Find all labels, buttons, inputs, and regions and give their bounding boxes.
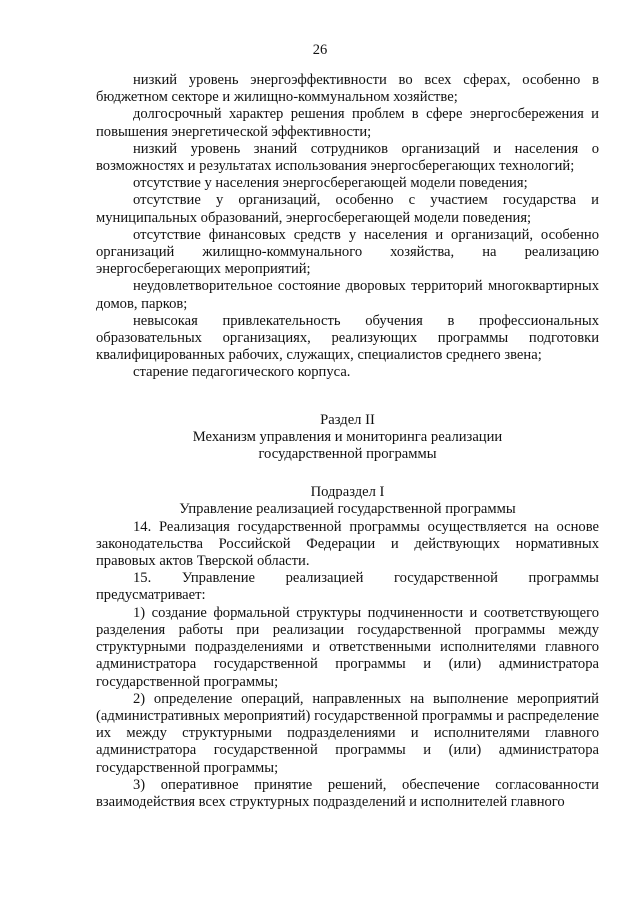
section-heading [96,412,599,464]
page-body [96,72,599,811]
problem-item: неудовлетворительное состояние дворовых территорий многоквартирных домов, парков; [96,278,599,312]
problem-item: отсутствие у организаций, особенно с участием государства и муниципальных образований, энергосберегающей модели поведения; [96,192,599,226]
problem-item: низкий уровень знаний сотрудников организаций и населения о возможностях и результатах использования энергосберегающих технологий; [96,140,599,175]
subsection-title: Управление реализацией государственной программы [179,501,516,518]
problem-item: отсутствие финансовых средств у населения и организаций, особенно организаций жилищно-коммунального хозяйства, на реализацию энергосберегающих мероприятий; [96,226,599,278]
paragraph: 1) создание формальной структуры подчиненности и соответствующего разделения работы при реализации государственной программы между структурными подразделениями и ответственными исполнителями главного администратора государственной программы и (или) администратора государственной программы; [96,604,599,690]
paragraph: 2) определение операций, направленных на выполнение мероприятий (административных мероприятий) государственной программы и распределение их между структурными подразделениями и исполнителями главного администратора государственной программы и (или) администратора государственной программы; [96,690,599,776]
problem-item: невысокая привлекательность обучения в профессиональных образовательных организациях, реализующих программы подготовки квалифицированных рабочих, служащих, специалистов среднего звена; [96,312,599,364]
problem-item: долгосрочный характер решения проблем в сфере энергосбережения и повышения энергетической эффективности; [96,106,599,140]
paragraph: 3) оперативное принятие решений, обеспечение согласованности взаимодействия всех структурных подразделений и исполнителей главного [96,776,599,810]
problem-item: низкий уровень энергоэффективности во всех сферах, особенно в бюджетном секторе и жилищно-коммунальном хозяйстве; [96,72,599,106]
page-number: 26 [312,42,328,58]
subsection-label: Подраздел I [310,484,385,501]
subsection-heading [96,484,599,518]
problem-item: отсутствие у населения энергосберегающей модели поведения; [133,175,528,192]
section-title-line2: государственной программы [258,446,437,463]
paragraph: 15. Управление реализацией государственной программы предусматривает: [96,570,599,604]
problem-item: старение педагогического корпуса. [133,364,351,381]
section-title-line1: Механизм управления и мониторинга реализации [192,428,503,445]
section-label: Раздел II [320,411,375,428]
paragraph: 14. Реализация государственной программы осуществляется на основе законодательства Российской Федерации и действующих нормативных правовых актов Тверской области. [96,518,599,570]
